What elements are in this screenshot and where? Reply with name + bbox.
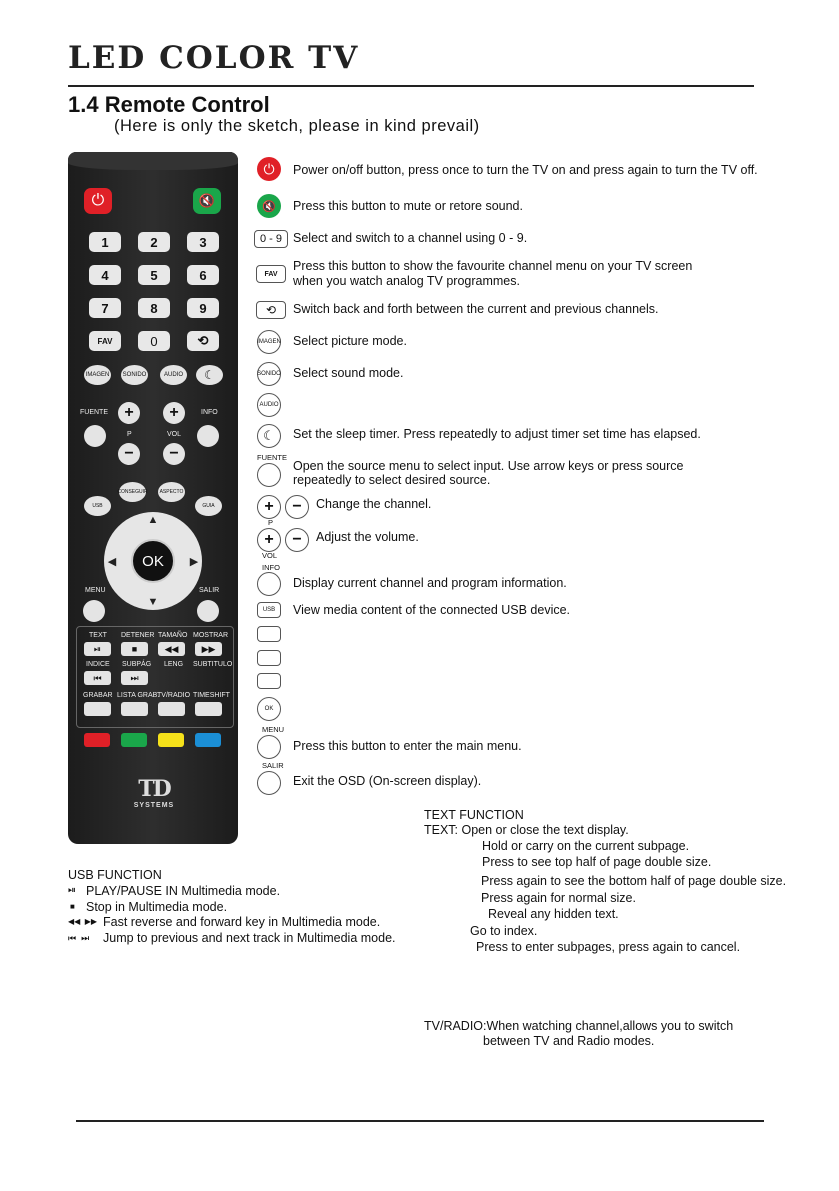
tvradio-line-2: between TV and Radio modes. <box>483 1034 655 1048</box>
remote-digit-8[interactable]: 8 <box>138 298 170 318</box>
text-line-index: Go to index. <box>470 924 538 938</box>
rewind-forward-icon: ◀◀ ▶▶ <box>68 917 98 926</box>
legend-salir: Exit the OSD (On-screen display). <box>293 774 482 788</box>
text-line-top-half: Press to see top half of page double size. <box>482 855 712 869</box>
text-line-subpages: Press to enter subpages, press again to cancel. <box>476 940 741 954</box>
digits-icon: 0 - 9 <box>254 230 288 248</box>
remote-digit-4[interactable]: 4 <box>89 265 121 285</box>
remote-salir-label: SALIR <box>199 587 220 594</box>
remote-digit-2[interactable]: 2 <box>138 232 170 252</box>
remote-digit-5[interactable]: 5 <box>138 265 170 285</box>
remote-ok-button[interactable]: OK <box>131 539 175 583</box>
remote-subpag-label: SUBPÁG <box>122 661 152 668</box>
sonido-icon: SONIDO <box>257 362 281 386</box>
brand-sub: SYSTEMS <box>133 801 175 809</box>
remote-fav-button[interactable]: FAV <box>89 331 121 351</box>
remote-top <box>68 152 238 170</box>
remote-grabar-button[interactable] <box>84 702 111 716</box>
legend-menu: Press this button to enter the main menu. <box>293 739 522 753</box>
sleep-icon: ☾ <box>257 424 281 448</box>
arrow-left-icon[interactable]: ◀ <box>107 555 117 568</box>
ok-icon: OK <box>257 697 281 721</box>
play-pause-icon: ⏯ <box>68 885 76 896</box>
arrow-down-icon[interactable]: ▼ <box>147 596 159 608</box>
remote-timeshift-button[interactable] <box>195 702 222 716</box>
remote-digit-7[interactable]: 7 <box>89 298 121 318</box>
remote-rewind-button[interactable]: ◀◀ <box>158 642 185 656</box>
remote-forward-button[interactable]: ▶▶ <box>195 642 222 656</box>
remote-lista-label: LISTA GRAB. <box>117 692 160 699</box>
salir-icon <box>257 771 281 795</box>
legend-recall: Switch back and forth between the current and previous channels. <box>293 302 659 316</box>
text-line-normal: Press again for normal size. <box>481 891 636 905</box>
usb-line-play: PLAY/PAUSE IN Multimedia mode. <box>86 884 281 898</box>
remote-vol-label: VOL <box>167 431 182 438</box>
fav-icon: FAV <box>256 265 286 283</box>
remote-audio-button[interactable]: AUDIO <box>160 365 187 385</box>
imagen-icon: IMAGEN <box>257 330 281 354</box>
remote-mute-button[interactable]: 🔇 <box>193 188 221 214</box>
section-heading: 1.4 Remote Control <box>68 92 270 117</box>
legend-fuente-2: repeatedly to select desired source. <box>293 473 491 487</box>
text-function-title: TEXT FUNCTION <box>424 808 524 822</box>
brand-logo: TD <box>138 776 170 802</box>
fuente-caption: FUENTE <box>257 453 287 462</box>
remote-tamano-label: TAMAÑO <box>158 632 188 639</box>
legend-fav-2: when you watch analog TV programmes. <box>293 274 520 288</box>
remote-mostrar-label: MOSTRAR <box>193 632 228 639</box>
header-divider <box>68 85 754 87</box>
power-icon: ⏻ <box>257 157 281 181</box>
page-title: LED COLOR TV <box>68 40 360 76</box>
remote-subtitulo-label: SUBTITULO <box>193 661 233 668</box>
fuente-icon <box>257 463 281 487</box>
info-caption: INFO <box>262 563 280 572</box>
arrow-up-icon[interactable]: ▲ <box>147 514 159 526</box>
text-line-text: TEXT: Open or close the text display. <box>424 823 629 837</box>
remote-digit-3[interactable]: 3 <box>187 232 219 252</box>
remote-sleep-button[interactable]: ☾ <box>196 365 223 385</box>
remote-blue-key[interactable] <box>195 733 221 747</box>
remote-power-button[interactable]: ⏻ <box>84 188 112 214</box>
remote-stop-button[interactable]: ■ <box>121 642 148 656</box>
remote-menu-label: MENU <box>85 587 106 594</box>
legend-digits: Select and switch to a channel using 0 - 9. <box>293 231 528 245</box>
remote-yellow-key[interactable] <box>158 733 184 747</box>
plus-icon: + <box>257 528 281 552</box>
remote-next-button[interactable]: ⏭ <box>121 671 148 685</box>
text-line-reveal: Reveal any hidden text. <box>488 907 619 921</box>
legend-sonido: Select sound mode. <box>293 366 404 380</box>
remote-digit-0[interactable]: 0 <box>138 331 170 351</box>
remote-info-label: INFO <box>201 409 218 416</box>
tvradio-line-1: TV/RADIO:When watching channel,allows you to switch <box>424 1019 734 1033</box>
remote-leng-label: LENG <box>164 661 184 668</box>
legend-mute: Press this button to mute or retore sound. <box>293 199 523 213</box>
prev-next-icon: ⏮ ⏭ <box>68 933 90 943</box>
remote-red-key[interactable] <box>84 733 110 747</box>
plus-icon: + <box>257 495 281 519</box>
remote-text-button[interactable]: ⏯ <box>84 642 111 656</box>
remote-aspecto-button[interactable]: ASPECTO <box>158 482 185 502</box>
remote-tvradio-button[interactable] <box>158 702 185 716</box>
remote-recall-button[interactable]: ⟲ <box>187 331 219 351</box>
menu-icon <box>257 735 281 759</box>
legend-info: Display current channel and program information. <box>293 576 567 590</box>
blank-key-icon <box>257 673 281 689</box>
legend-power: Power on/off button, press once to turn the TV on and press again to turn the TV off. <box>293 163 758 177</box>
info-icon <box>257 572 281 596</box>
remote-ch-down-button[interactable]: − <box>118 443 140 465</box>
blank-key-icon <box>257 626 281 642</box>
remote-p-label: P <box>127 431 132 438</box>
remote-detener-label: DETENER <box>121 632 155 639</box>
usb-line-fast: Fast reverse and forward key in Multimedia mode. <box>103 915 381 929</box>
remote-green-key[interactable] <box>121 733 147 747</box>
legend-fav-1: Press this button to show the favourite channel menu on your TV screen <box>293 259 693 273</box>
menu-caption: MENU <box>262 725 285 734</box>
legend-fuente-1: Open the source menu to select input. Use arrow keys or press source <box>293 459 684 473</box>
remote-indice-label: INDICE <box>86 661 110 668</box>
remote-info-button[interactable] <box>197 425 219 447</box>
section-subtitle: (Here is only the sketch, please in kind prevail) <box>114 117 480 135</box>
stop-icon: ■ <box>70 902 75 911</box>
remote-vol-down-button[interactable]: − <box>163 443 185 465</box>
minus-icon: − <box>285 495 309 519</box>
remote-fuente-label: FUENTE <box>80 409 108 416</box>
p-caption: P <box>268 518 274 527</box>
minus-icon: − <box>285 528 309 552</box>
remote-text-label: TEXT <box>89 632 107 639</box>
vol-caption: VOL <box>262 551 278 560</box>
text-line-bottom-half: Press again to see the bottom half of page double size. <box>481 874 787 888</box>
remote-fuente-button[interactable] <box>84 425 106 447</box>
remote-imagen-button[interactable]: IMAGEN <box>84 365 111 385</box>
salir-caption: SALIR <box>262 761 284 770</box>
remote-conseguir-button[interactable]: CONSEGUIR <box>119 482 146 502</box>
remote-tvradio-label: TV/RADIO <box>157 692 191 699</box>
usb-icon: USB <box>257 602 281 618</box>
arrow-right-icon[interactable]: ▶ <box>189 555 199 568</box>
legend-sleep: Set the sleep timer. Press repeatedly to adjust timer set time has elapsed. <box>293 427 701 441</box>
remote-sonido-button[interactable]: SONIDO <box>121 365 148 385</box>
remote-timeshift-label: TIMESHIFT <box>193 692 230 699</box>
remote-digit-1[interactable]: 1 <box>89 232 121 252</box>
text-line-hold: Hold or carry on the current subpage. <box>482 839 690 853</box>
usb-line-stop: Stop in Multimedia mode. <box>86 900 228 914</box>
mute-icon: 🔇 <box>257 194 281 218</box>
remote-menu-button[interactable] <box>83 600 105 622</box>
remote-vol-up-button[interactable]: + <box>163 402 185 424</box>
remote-salir-button[interactable] <box>197 600 219 622</box>
footer-divider <box>76 1120 764 1122</box>
legend-imagen: Select picture mode. <box>293 334 407 348</box>
remote-digit-6[interactable]: 6 <box>187 265 219 285</box>
remote-lista-button[interactable] <box>121 702 148 716</box>
recall-icon: ⟲ <box>256 301 286 319</box>
usb-function-title: USB FUNCTION <box>68 868 162 882</box>
usb-line-jump: Jump to previous and next track in Multimedia mode. <box>103 931 396 945</box>
remote-digit-9[interactable]: 9 <box>187 298 219 318</box>
legend-usb: View media content of the connected USB device. <box>293 603 571 617</box>
remote-grabar-label: GRABAR <box>83 692 113 699</box>
remote-guia-button[interactable]: GUIA <box>195 496 222 516</box>
remote-prev-button[interactable]: ⏮ <box>84 671 111 685</box>
remote-ch-up-button[interactable]: + <box>118 402 140 424</box>
remote-usb-button[interactable]: USB <box>84 496 111 516</box>
legend-channel: Change the channel. <box>316 497 432 511</box>
legend-volume: Adjust the volume. <box>316 530 419 544</box>
blank-key-icon <box>257 650 281 666</box>
audio-icon: AUDIO <box>257 393 281 417</box>
